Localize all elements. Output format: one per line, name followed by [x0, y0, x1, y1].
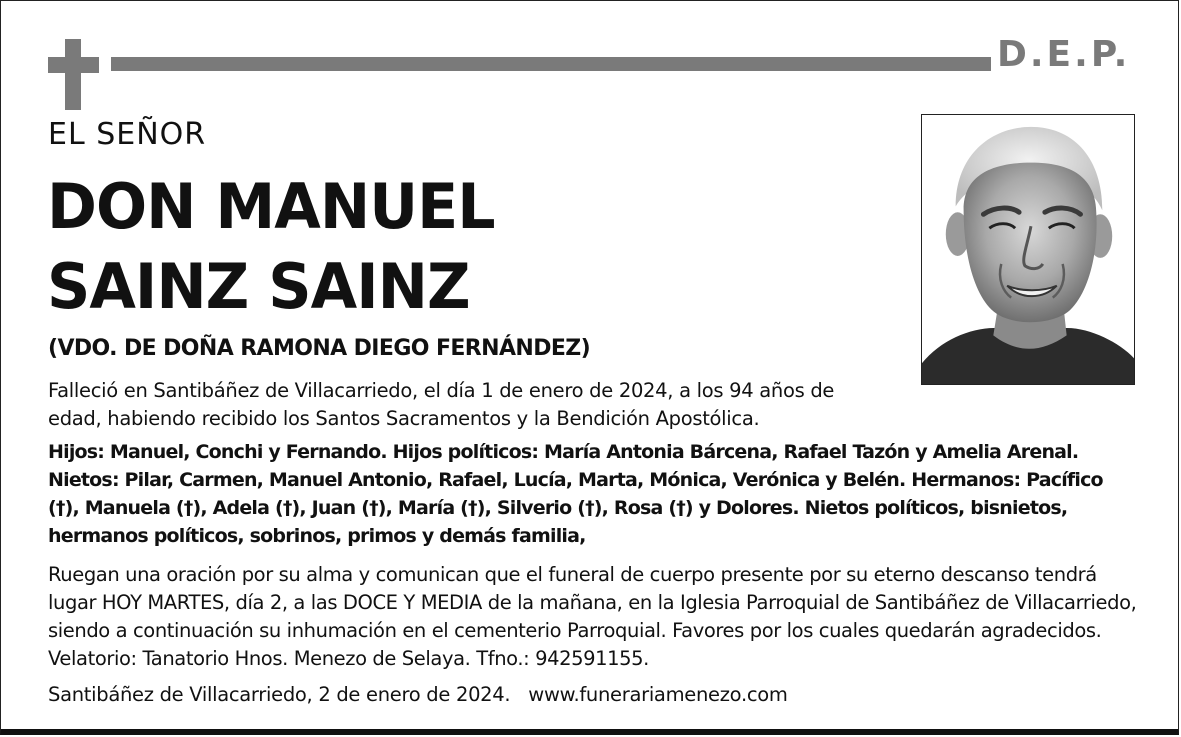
footer-place-date: Santibáñez de Villacarriedo, 2 de enero de 2024.: [48, 683, 511, 706]
cross-vertical-bar: [65, 39, 81, 110]
dep-label: D.E.P.: [997, 34, 1131, 75]
death-paragraph: Falleció en Santibáñez de Villacarriedo, el día 1 de enero de 2024, a los 94 años de edad, habiendo recibido los Santos Sacramentos y la Bendición Apostólica.: [48, 379, 835, 430]
widower-of: (VDO. DE DOÑA RAMONA DIEGO FERNÁNDEZ): [48, 336, 591, 361]
funeral-paragraph: Ruegan una oración por su alma y comunican que el funeral de cuerpo presente por su eterno descanso tendrá lugar HOY MARTES, día 2, a las DOCE Y MEDIA de la mañana, en la Iglesia Parroquial de Santibáñez de Villacarriedo, siendo a continuación su inhumación en el cementerio Parroquial. Favores por los cuales quedarán agradecidos. Velatorio: Tanatorio Hnos. Menezo de Selaya. Tfno.: 942591155.: [48, 563, 1137, 670]
honorific: EL SEÑOR: [48, 117, 207, 152]
deceased-photo: [921, 114, 1135, 385]
deceased-name-line2: SAINZ SAINZ: [47, 250, 470, 323]
portrait-image: [922, 115, 1134, 384]
family-paragraph: Hijos: Manuel, Conchi y Fernando. Hijos políticos: María Antonia Bárcena, Rafael Tazón y Amelia Arenal. Nietos: Pilar, Carmen, Manuel Antonio, Rafael, Lucía, Marta, Mónica, Verónica y Belén. Hermanos: Pacífico (†), Manuela (†), Adela (†), Juan (†), María (†), Silverio (†), Rosa (†) y Dolores. Nietos políticos, bisnietos, hermanos políticos, sobrinos, primos y demás familia,: [48, 441, 1103, 547]
cross-horizontal-bar: [48, 57, 99, 73]
deceased-name: [47, 167, 495, 327]
deceased-name-line1: DON MANUEL: [47, 170, 495, 243]
header-rule: [111, 57, 991, 71]
footer-website: www.funerariamenezo.com: [528, 683, 788, 706]
footer: [48, 681, 788, 709]
